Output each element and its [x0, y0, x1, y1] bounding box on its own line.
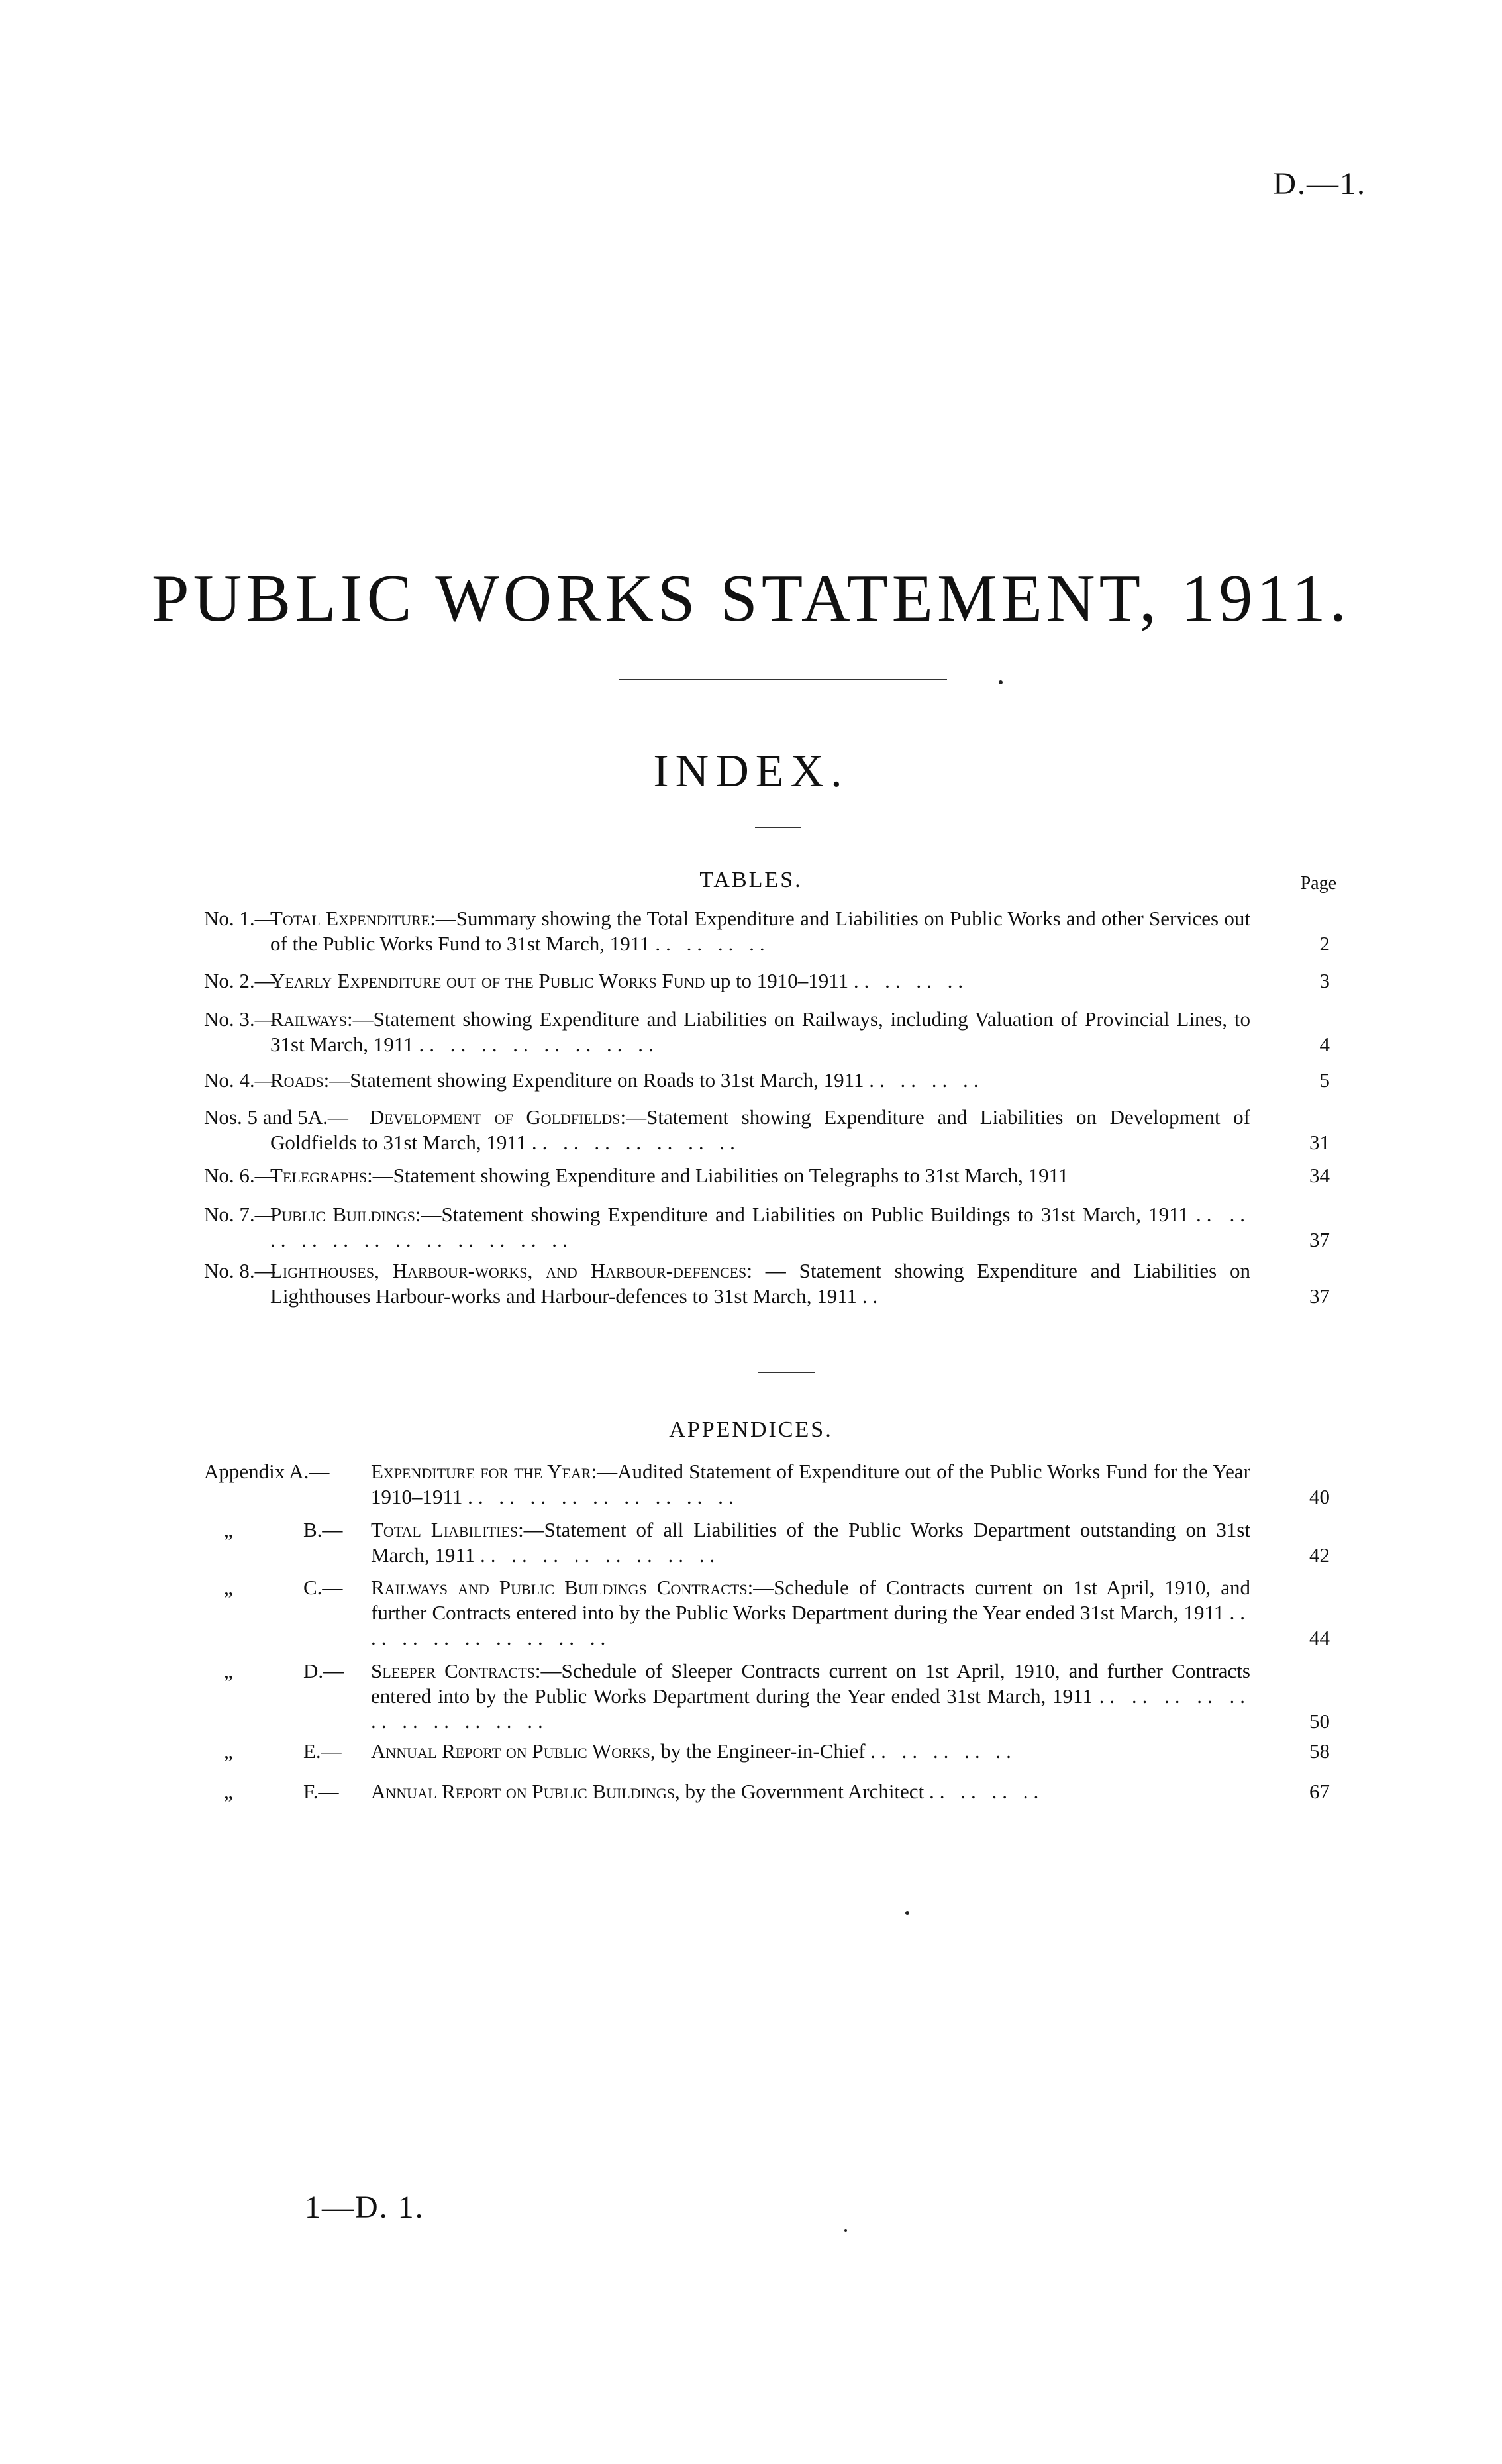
entry-caps-title: Public Buildings [270, 1203, 415, 1226]
entry-description: :—Schedule of Contracts current on 1st April, 1910, and further Contracts entered into by the Public Works Department during the Year ended 31st March, 1911 [371, 1576, 1250, 1624]
ink-speck [905, 1911, 909, 1915]
entry-description: : — Statement showing Expenditure and Liabilities on Lighthouses Harbour-works and Harbour-defences to 31st March, 1911 [270, 1259, 1251, 1308]
appendix-label: Appendix A.— [204, 1460, 330, 1483]
leader-dots: .. .. .. .. .. .. .. .. [480, 1543, 721, 1566]
page-number: 50 [1309, 1710, 1330, 1733]
entry-caps-title: Expenditure for the Year [371, 1460, 591, 1483]
appendix-letter: E.— [303, 1739, 342, 1763]
entry-number: No. 2.— [204, 969, 275, 992]
entry-caps-title: Total Expenditure [270, 907, 430, 930]
leader-dots: .. .. .. .. .. .. .. .. .. [371, 1601, 1250, 1649]
ditto-mark: „ [224, 1518, 233, 1541]
page-column-heading: Page [1300, 873, 1336, 894]
leader-dots: .. .. .. .. .. .. .. .. .. .. .. [371, 1684, 1251, 1733]
section-rule [758, 1372, 815, 1373]
page-number: 44 [1309, 1626, 1330, 1649]
leader-dots: .. .. .. .. .. .. .. .. .. .. .. .. [270, 1203, 1251, 1251]
entry-caps-title: Telegraphs [270, 1164, 368, 1187]
ink-speck [844, 2229, 847, 2232]
page-number: 2 [1319, 932, 1330, 955]
leader-dots: .. .. .. .. .. .. .. [531, 1131, 740, 1154]
leader-dots: .. .. .. .. [869, 1068, 984, 1092]
entry-description: :—Statement showing Expenditure and Liabilities on Public Buildings to 31st March, 1911 [415, 1203, 1189, 1226]
appendix-entry [204, 1739, 1330, 1764]
leader-dots: .. .. .. .. [853, 969, 969, 992]
entry-caps-title: Development of Goldfields [370, 1105, 621, 1129]
entry-description: :—Statement of all Liabilities of the Public Works Department outstanding on 31st March, 1911 [371, 1518, 1250, 1566]
entry-number: No. 7.— [204, 1203, 275, 1226]
ditto-mark: „ [224, 1739, 233, 1763]
leader-dots: .. .. .. .. [928, 1780, 1044, 1803]
entry-number: Nos. 5 and 5A.— [204, 1105, 348, 1129]
page-number: 37 [1309, 1228, 1330, 1251]
table-entry [204, 1105, 1330, 1155]
entry-number: No. 4.— [204, 1068, 275, 1092]
appendices-heading: APPENDICES. [669, 1417, 833, 1442]
document-reference: D.—1. [1273, 166, 1366, 201]
entry-number: No. 3.— [204, 1007, 275, 1031]
appendix-entry [204, 1517, 1330, 1568]
entry-description: :—Statement showing Expenditure and Liabilities on Development of Goldfields to 31st March, 1911 [270, 1105, 1251, 1154]
table-entry [204, 1202, 1330, 1253]
page-number: 37 [1309, 1284, 1330, 1308]
entry-description: :—Statement showing Expenditure and Liabilities on Railways, including Valuation of Provincial Lines, to 31st March, 1911 [270, 1007, 1250, 1056]
entry-number: No. 6.— [204, 1164, 275, 1187]
appendix-letter: F.— [303, 1780, 339, 1803]
appendix-entry [204, 1659, 1330, 1734]
footer-reference: 1—D. 1. [305, 2190, 425, 2225]
page-number: 58 [1309, 1739, 1330, 1763]
entry-number: No. 1.— [204, 907, 275, 930]
entry-caps-title: Railways [270, 1007, 348, 1031]
appendix-letter: C.— [303, 1576, 343, 1599]
entry-caps-title: Lighthouses, Harbour-works, and Harbour-defences [270, 1259, 747, 1282]
ditto-mark: „ [224, 1780, 233, 1803]
leader-dots: .. .. .. .. .. [870, 1739, 1017, 1763]
ink-speck [999, 680, 1003, 684]
appendix-letter: D.— [303, 1659, 344, 1682]
page-number: 3 [1319, 969, 1330, 992]
table-entry [204, 1163, 1330, 1188]
entry-caps-title: Railways and Public Buildings Contracts [371, 1576, 748, 1599]
entry-caps-title: Sleeper Contracts [371, 1659, 535, 1682]
entry-description: :—Statement showing Expenditure and Liabilities on Telegraphs to 31st March, 1911 [367, 1164, 1069, 1187]
ditto-mark: „ [224, 1659, 233, 1682]
table-entry [204, 1068, 1330, 1093]
table-entry [204, 968, 1330, 994]
page-number: 31 [1309, 1131, 1330, 1154]
entry-number: No. 8.— [204, 1259, 275, 1282]
tables-heading: TABLES. [699, 868, 803, 892]
page-number: 4 [1319, 1033, 1330, 1056]
ditto-mark: „ [224, 1576, 233, 1599]
appendix-letter: B.— [303, 1518, 343, 1541]
entry-description: by the Government Architect [679, 1780, 925, 1803]
entry-caps-title: Total Liabilities [371, 1518, 519, 1541]
table-entry [204, 906, 1330, 956]
page-number: 40 [1309, 1485, 1330, 1508]
entry-description: up to 1910–1911 [705, 969, 849, 992]
leader-dots: .. [862, 1284, 883, 1308]
table-entry [204, 1258, 1330, 1309]
page-number: 42 [1309, 1543, 1330, 1566]
title-rule [619, 679, 947, 680]
entry-description: :—Statement showing Expenditure on Roads to 31st March, 1911 [323, 1068, 864, 1092]
entry-description: :—Audited Statement of Expenditure out of the Public Works Fund for the Year 1910–1911 [371, 1460, 1251, 1508]
index-heading: INDEX. [653, 746, 849, 797]
leader-dots: .. .. .. .. .. .. .. .. [419, 1033, 659, 1056]
appendix-entry [204, 1779, 1330, 1804]
entry-description: :—Schedule of Sleeper Contracts current on 1st April, 1910, and further Contracts entered into by the Public Works Department during the Year ended 31st March, 1911 [371, 1659, 1250, 1708]
entry-caps-title: Yearly Expenditure out of the Public Works Fund [270, 969, 705, 992]
page-number: 5 [1319, 1068, 1330, 1092]
page-title: PUBLIC WORKS STATEMENT, 1911. [151, 561, 1351, 636]
table-entry [204, 1007, 1330, 1057]
page-number: 67 [1309, 1780, 1330, 1803]
appendix-entry [204, 1459, 1330, 1510]
entry-caps-title: Annual Report on Public Works, [371, 1739, 656, 1763]
entry-description: :—Summary showing the Total Expenditure and Liabilities on Public Works and other Services out of the Public Works Fund to 31st March, 1911 [270, 907, 1250, 955]
entry-description: by the Engineer-in-Chief [655, 1739, 866, 1763]
entry-caps-title: Roads [270, 1068, 324, 1092]
page-number: 34 [1309, 1164, 1330, 1187]
leader-dots: .. .. .. .. .. .. .. .. .. [468, 1485, 739, 1508]
index-rule [755, 827, 801, 828]
entry-caps-title: Annual Report on Public Buildings, [371, 1780, 680, 1803]
leader-dots: .. .. .. .. [655, 932, 770, 955]
appendix-entry [204, 1575, 1330, 1651]
